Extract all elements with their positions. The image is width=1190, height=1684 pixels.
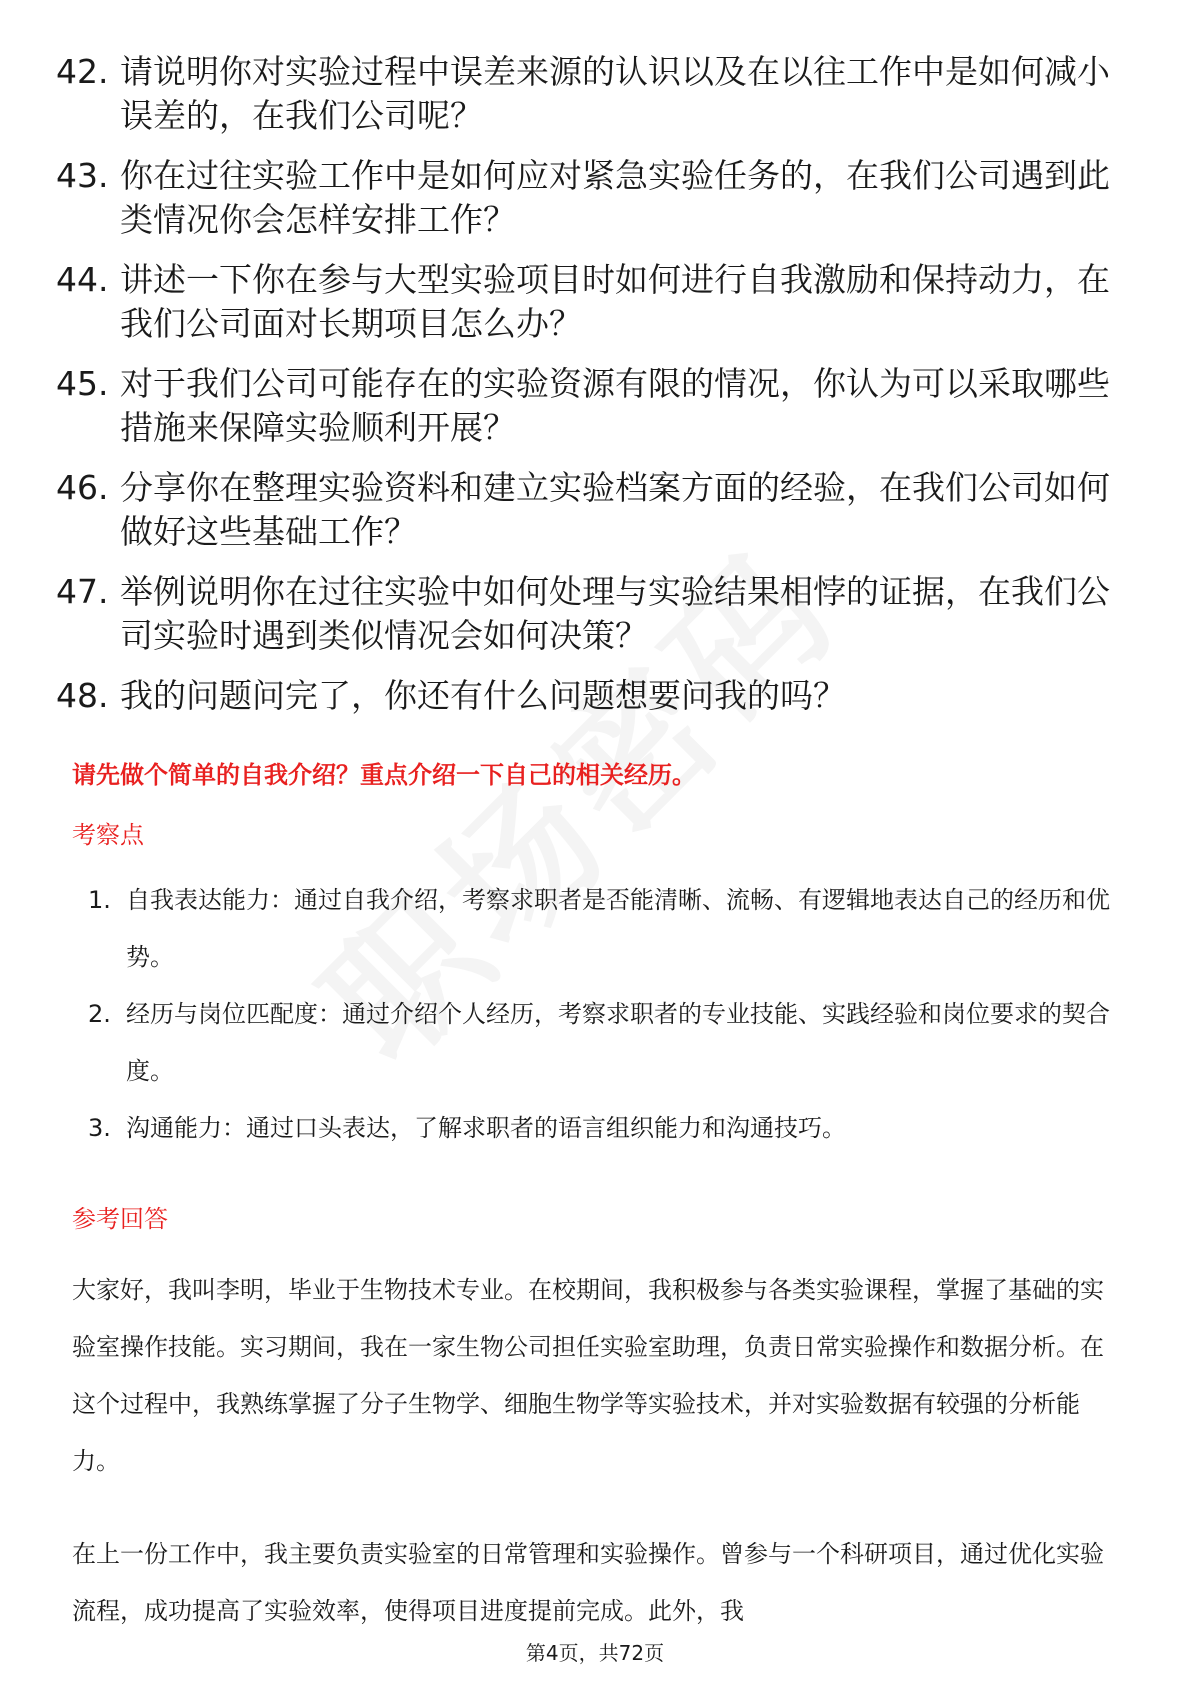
question-text: 举例说明你在过往实验中如何处理与实验结果相悖的证据，在我们公司实验时遇到类似情况会如何决策？ <box>120 572 1110 655</box>
list-item <box>88 872 1118 986</box>
question-list <box>56 50 1136 734</box>
question-number: 48. <box>56 676 109 715</box>
question-text: 讲述一下你在参与大型实验项目时如何进行自我激励和保持动力，在我们公司面对长期项目怎么办？ <box>120 260 1110 343</box>
list-item <box>88 1100 1118 1157</box>
question-text: 对于我们公司可能存在的实验资源有限的情况，你认为可以采取哪些措施来保障实验顺利开展？ <box>120 364 1110 447</box>
question-number: 47. <box>56 572 109 611</box>
list-item <box>56 50 1136 138</box>
list-item <box>56 258 1136 346</box>
answer-paragraph: 在上一份工作中，我主要负责实验室的日常管理和实验操作。曾参与一个科研项目，通过优化实验流程，成功提高了实验效率，使得项目进度提前完成。此外，我 <box>72 1540 1104 1625</box>
question-text: 请说明你对实验过程中误差来源的认识以及在以往工作中是如何减小误差的，在我们公司呢？ <box>120 52 1110 135</box>
main-question-heading: 请先做个简单的自我介绍？重点介绍一下自己的相关经历。 <box>72 761 696 789</box>
question-number: 45. <box>56 364 109 403</box>
question-number: 42. <box>56 52 109 91</box>
list-item <box>88 986 1118 1100</box>
point-text: 自我表达能力：通过自我介绍，考察求职者是否能清晰、流畅、有逻辑地表达自己的经历和优势。 <box>126 886 1110 971</box>
point-text: 沟通能力：通过口头表达，了解求职者的语言组织能力和沟通技巧。 <box>126 1114 846 1142</box>
list-item <box>56 466 1136 554</box>
list-item <box>56 570 1136 658</box>
question-text: 你在过往实验工作中是如何应对紧急实验任务的，在我们公司遇到此类情况你会怎样安排工作？ <box>120 156 1110 239</box>
question-number: 43. <box>56 156 109 195</box>
question-text: 分享你在整理实验资料和建立实验档案方面的经验，在我们公司如何做好这些基础工作？ <box>120 468 1110 551</box>
exam-points-title: 考察点 <box>72 821 144 849</box>
list-item <box>56 362 1136 450</box>
question-text: 我的问题问完了，你还有什么问题想要问我的吗？ <box>120 676 846 715</box>
point-number: 1. <box>88 886 111 914</box>
point-number: 3. <box>88 1114 111 1142</box>
point-text: 经历与岗位匹配度：通过介绍个人经历，考察求职者的专业技能、实践经验和岗位要求的契合度。 <box>126 1000 1110 1085</box>
question-number: 46. <box>56 468 109 507</box>
reference-answer-title: 参考回答 <box>72 1205 168 1233</box>
exam-points-list <box>88 872 1118 1157</box>
answer-paragraph: 大家好，我叫李明，毕业于生物技术专业。在校期间，我积极参与各类实验课程，掌握了基础的实验室操作技能。实习期间，我在一家生物公司担任实验室助理，负责日常实验操作和数据分析。在这个过程中，我熟练掌握了分子生物学、细胞生物学等实验技术，并对实验数据有较强的分析能力。 <box>72 1276 1104 1475</box>
point-number: 2. <box>88 1000 111 1028</box>
question-number: 44. <box>56 260 109 299</box>
list-item <box>56 674 1136 718</box>
list-item <box>56 154 1136 242</box>
page-footer: 第4页，共72页 <box>525 1641 665 1665</box>
